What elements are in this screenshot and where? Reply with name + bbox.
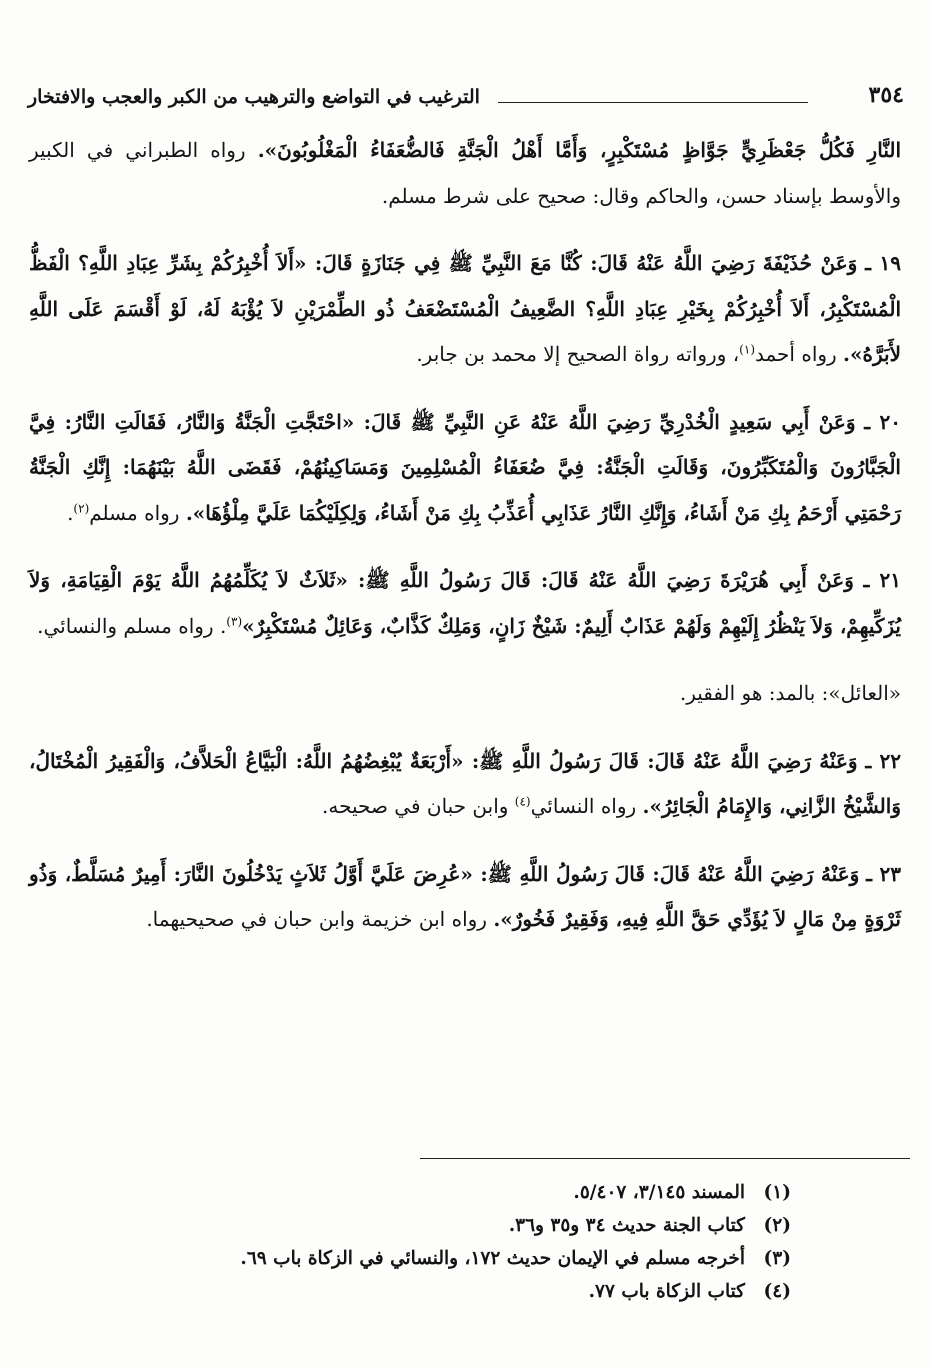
hadith-number: ٢١ ـ (863, 568, 901, 592)
footnote-text: المسند ٣/١٤٥، ٥/٤٠٧. (573, 1182, 745, 1203)
hadith-source-tail: . رواه مسلم والنسائي. (37, 613, 227, 638)
footnote-number: (٣) (763, 1248, 791, 1269)
hadith-quote: وَعَنْ أَبِي هُرَيْرَةَ رَضِيَ اللَّهُ عَنْهُ قَالَ: قَالَ رَسُولُ اللَّهِ ﷺ: «ثَلاَثٌ لاَ يُكَلِّمُهُمُ اللَّهُ يَوْمَ الْقِيَامَةِ، وَلاَ يُزَكِّيهِمْ، وَلاَ يَنْظُرُ إِلَيْهِمْ وَلَهُمْ عَذَابٌ أَلِيمٌ: شَيْخٌ زَانٍ، وَمَلِكٌ كَذَّابٌ، وَعَائِلٌ مُسْتَكْبِرٌ» (29, 568, 901, 638)
hadith-19 (29, 241, 901, 378)
hadith-22 (29, 739, 901, 830)
hadith-number: ٢٠ ـ (864, 409, 901, 434)
hadith-number: ٢٣ ـ (866, 861, 901, 886)
footnote-item (31, 1209, 791, 1242)
hadith-quote: وَعَنْهُ رَضِيَ اللَّهُ عَنْهُ قَالَ: قَالَ رَسُولُ اللَّهِ ﷺ: «أَرْبَعَةٌ يُبْغِضُهُمُ اللَّهُ: الْبَيَّاعُ الْحَلاَّفُ، وَالْفَقِيرُ الْمُخْتَالُ، وَالشَّيْخُ الزَّانِي، وَالإِمَامُ الْجَائِرُ». (29, 748, 901, 818)
hadith-source-tail: . (67, 500, 74, 525)
hadith-number: ٢٢ ـ (865, 748, 902, 773)
footnote-item (31, 1242, 791, 1275)
hadith-source: رواه ابن خزيمة وابن حبان في صحيحيهما. (146, 907, 494, 931)
hadith-quote: وَعَنْهُ رَضِيَ اللَّهُ عَنْهُ قَالَ: قَالَ رَسُولُ اللَّهِ ﷺ: «عُرِضَ عَلَيَّ أَوَّلُ ثَلاَثٍ يَدْخُلُونَ النَّارَ: أَمِيرٌ مُسَلَّطٌ، وَذُو ثَرْوَةٍ مِنْ مَالٍ لاَ يُؤَدِّي حَقَّ اللَّهِ فِيهِ، وَفَقِيرٌ فَخُورٌ». (29, 861, 901, 931)
footnote-divider (420, 1158, 910, 1159)
footnote-ref[interactable]: (٣) (226, 613, 243, 628)
footnote-number: (٢) (763, 1215, 791, 1236)
main-text (29, 128, 901, 943)
chapter-title: الترغيب في التواضع والترهيب من الكبر والعجب والافتخار (28, 86, 480, 108)
hadith-source: رواه النسائي (530, 794, 643, 818)
hadith-number: ١٩ ـ (865, 251, 901, 275)
hadith-quote: وَعَنْ حُذَيْفَةَ رَضِيَ اللَّهُ عَنْهُ قَالَ: كُنَّا مَعَ النَّبِيِّ ﷺ فِي جَنَازَةٍ قَالَ: «أَلاَ أُخْبِرُكُمْ بِشَرِّ عِبَادِ اللَّهِ؟ الْفَظُّ الْمُسْتَكْبِرُ، أَلاَ أُخْبِرُكُمْ بِخَيْرِ عِبَادِ اللَّهِ؟ الضَّعِيفُ الْمُسْتَضْعَفُ ذُو الطِّمْرَيْنِ لاَ يُؤْبَهُ لَهُ، لَوْ أَقْسَمَ عَلَى اللَّهِ لأَبَرَّهُ». (29, 251, 901, 366)
footnote-text: أخرجه مسلم في الإيمان حديث ١٧٢، والنسائي في الزكاة باب ٦٩. (240, 1248, 745, 1269)
hadith-quote: وَعَنْ أَبِي سَعِيدٍ الْخُدْرِيِّ رَضِيَ اللَّهُ عَنْهُ عَنِ النَّبِيِّ ﷺ قَالَ: «احْتَجَّتِ الْجَنَّةُ وَالنَّارُ، فَقَالَتِ النَّارُ: فِيَّ الْجَبَّارُونَ وَالْمُتَكَبِّرُونَ، وَقَالَتِ الْجَنَّةُ: فِيَّ ضُعَفَاءُ الْمُسْلِمِينَ وَمَسَاكِينُهُمْ، فَقَضَى اللَّهُ بَيْنَهُمَا: إِنَّكِ الْجَنَّةُ رَحْمَتِي أَرْحَمُ بِكِ مَنْ أَشَاءُ، وَإِنَّكِ النَّارُ عَذَابِي أُعَذِّبُ بِكِ مَنْ أَشَاءُ، وَلِكِلَيْكُمَا عَلَيَّ مِلْؤُهَا». (29, 409, 901, 525)
hadith-23 (29, 852, 901, 943)
hadith-source-tail: ، ورواته رواة الصحيح إلا محمد بن جابر. (416, 342, 740, 366)
header-rule (498, 102, 808, 103)
footnote-ref[interactable]: (٢) (73, 500, 90, 515)
page-number: ٣٥٤ (868, 82, 904, 108)
continued-paragraph (29, 128, 901, 219)
footnote-number: (١) (763, 1182, 791, 1203)
footnote-number: (٤) (763, 1281, 791, 1302)
footnote-ref[interactable]: (١) (739, 342, 755, 357)
hadith-quote: النَّارِ فَكُلُّ جَعْظَرِيٍّ جَوَّاظٍ مُسْتَكْبِرٍ، وَأَمَّا أَهْلُ الْجَنَّةِ فَالضُّعَفَاءُ الْمَغْلُوبُونَ». (257, 138, 901, 162)
footnote-item (31, 1275, 791, 1308)
hadith-source: رواه أحمد (755, 342, 844, 366)
footnote-ref[interactable]: (٤) (514, 794, 531, 809)
footnote-item (31, 1176, 791, 1209)
running-header (28, 78, 904, 118)
footnote-text: كتاب الزكاة باب ٧٧. (588, 1281, 745, 1302)
hadith-21 (29, 558, 901, 649)
hadith-source: رواه مسلم (89, 500, 186, 525)
hadith-source-tail: وابن حبان في صحيحه. (322, 794, 515, 818)
hadith-source: رواه الطبراني في الكبير والأوسط بإسناد حسن، والحاكم وقال: صحيح على شرط مسلم. (29, 138, 901, 208)
hadith-20 (29, 400, 901, 537)
footnotes (31, 1176, 791, 1308)
footnote-text: كتاب الجنة حديث ٣٤ و٣٥ و٣٦. (508, 1215, 745, 1236)
gloss-note: «العائل»: بالمد: هو الفقير. (679, 681, 901, 705)
